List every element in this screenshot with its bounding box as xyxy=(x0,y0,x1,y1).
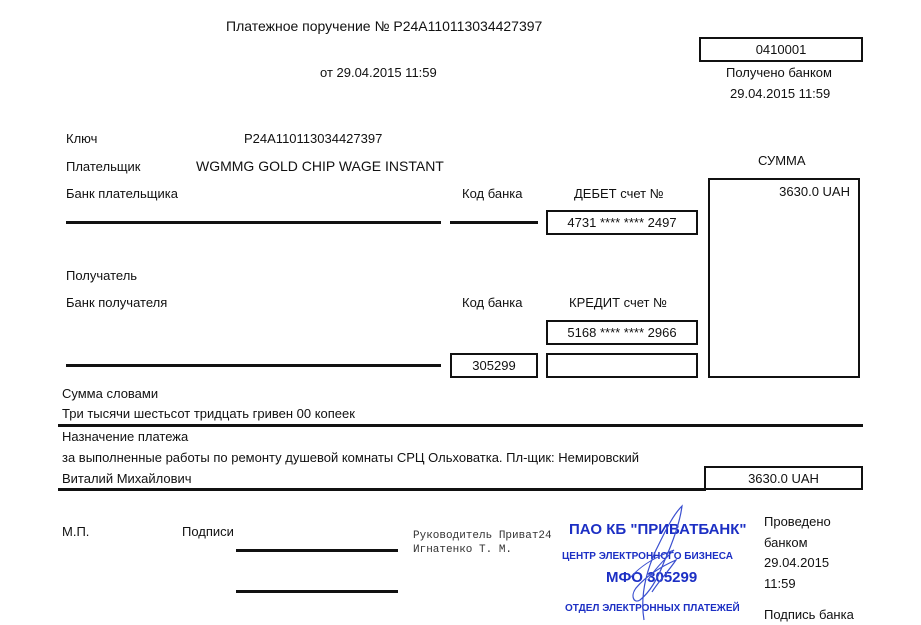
purpose-amount-box xyxy=(704,466,863,490)
processed-time: 11:59 xyxy=(764,576,796,591)
recipient-empty-box xyxy=(546,353,698,378)
recipient-bank-line xyxy=(66,364,441,367)
purpose-divider xyxy=(58,488,706,491)
document-date: от 29.04.2015 11:59 xyxy=(320,65,437,80)
payer-value: WGMMG GOLD CHIP WAGE INSTANT xyxy=(196,158,444,174)
key-label: Ключ xyxy=(66,131,98,146)
recipient-bank-code-box xyxy=(450,353,538,378)
form-code: 0410001 xyxy=(755,42,807,57)
payer-bank-label: Банк плательщика xyxy=(66,186,178,201)
recipient-bank-code-label: Код банка xyxy=(462,295,523,310)
purpose-line-2: Виталий Михайлович xyxy=(62,471,192,486)
stamp-line-3: МФО 305299 xyxy=(606,569,698,586)
stamp-line-1: ПАО КБ "ПРИВАТБАНК" xyxy=(569,521,747,538)
debit-account-box xyxy=(546,210,698,235)
head-line-2: Игнатенко Т. М. xyxy=(413,544,513,556)
head-line-1: Руководитель Приват24 xyxy=(413,530,552,542)
credit-account: 5168 **** **** 2966 xyxy=(567,325,677,340)
debit-label: ДЕБЕТ счет № xyxy=(574,186,664,201)
key-value: P24A110113034427397 xyxy=(244,131,383,146)
processed-label-2: банком xyxy=(764,535,808,550)
sum-label: СУММА xyxy=(758,153,806,168)
processed-label-1: Проведено xyxy=(764,514,831,529)
recipient-label: Получатель xyxy=(66,268,138,283)
processed-date: 29.04.2015 xyxy=(764,555,830,570)
sum-words-value: Три тысячи шестьсот тридцать гривен 00 копеек xyxy=(62,406,355,421)
sum-box xyxy=(708,178,860,378)
bank-signature-scribble xyxy=(600,500,710,622)
purpose-line-1: за выполненные работы по ремонту душевой комнаты СРЦ Ольховатка. Пл-щик: Немировский xyxy=(62,450,640,465)
received-date: 29.04.2015 11:59 xyxy=(730,86,831,101)
stamp-line-4: ОТДЕЛ ЭЛЕКТРОННЫХ ПЛАТЕЖЕЙ xyxy=(565,603,740,614)
payer-bank-code-label: Код банка xyxy=(462,186,523,201)
credit-account-box xyxy=(546,320,698,345)
sum-words-divider xyxy=(58,424,863,427)
debit-account: 4731 **** **** 2497 xyxy=(567,215,677,230)
sum-words-label: Сумма словами xyxy=(62,386,159,401)
payer-label: Плательщик xyxy=(66,159,141,174)
purpose-label: Назначение платежа xyxy=(62,429,189,444)
signature-line-2 xyxy=(236,590,398,593)
sum-value: 3630.0 UAH xyxy=(779,184,850,199)
purpose-amount: 3630.0 UAH xyxy=(748,470,819,486)
payer-bank-line xyxy=(66,221,441,224)
signature-line-1 xyxy=(236,549,398,552)
bank-signature-label: Подпись банка xyxy=(764,607,854,622)
stamp-line-2: ЦЕНТР ЭЛЕКТРОННОГО БИЗНЕСА xyxy=(562,551,733,562)
document-title: Платежное поручение № P24A110113034427397 xyxy=(226,18,543,34)
recipient-bank-label: Банк получателя xyxy=(66,295,168,310)
mp-label: М.П. xyxy=(62,524,90,539)
credit-label: КРЕДИТ счет № xyxy=(569,295,668,310)
payer-bank-code-line xyxy=(450,221,538,224)
recipient-bank-code: 305299 xyxy=(472,358,516,373)
signatures-label: Подписи xyxy=(182,524,234,539)
received-label: Получено банком xyxy=(726,65,832,80)
form-code-box xyxy=(699,37,863,62)
